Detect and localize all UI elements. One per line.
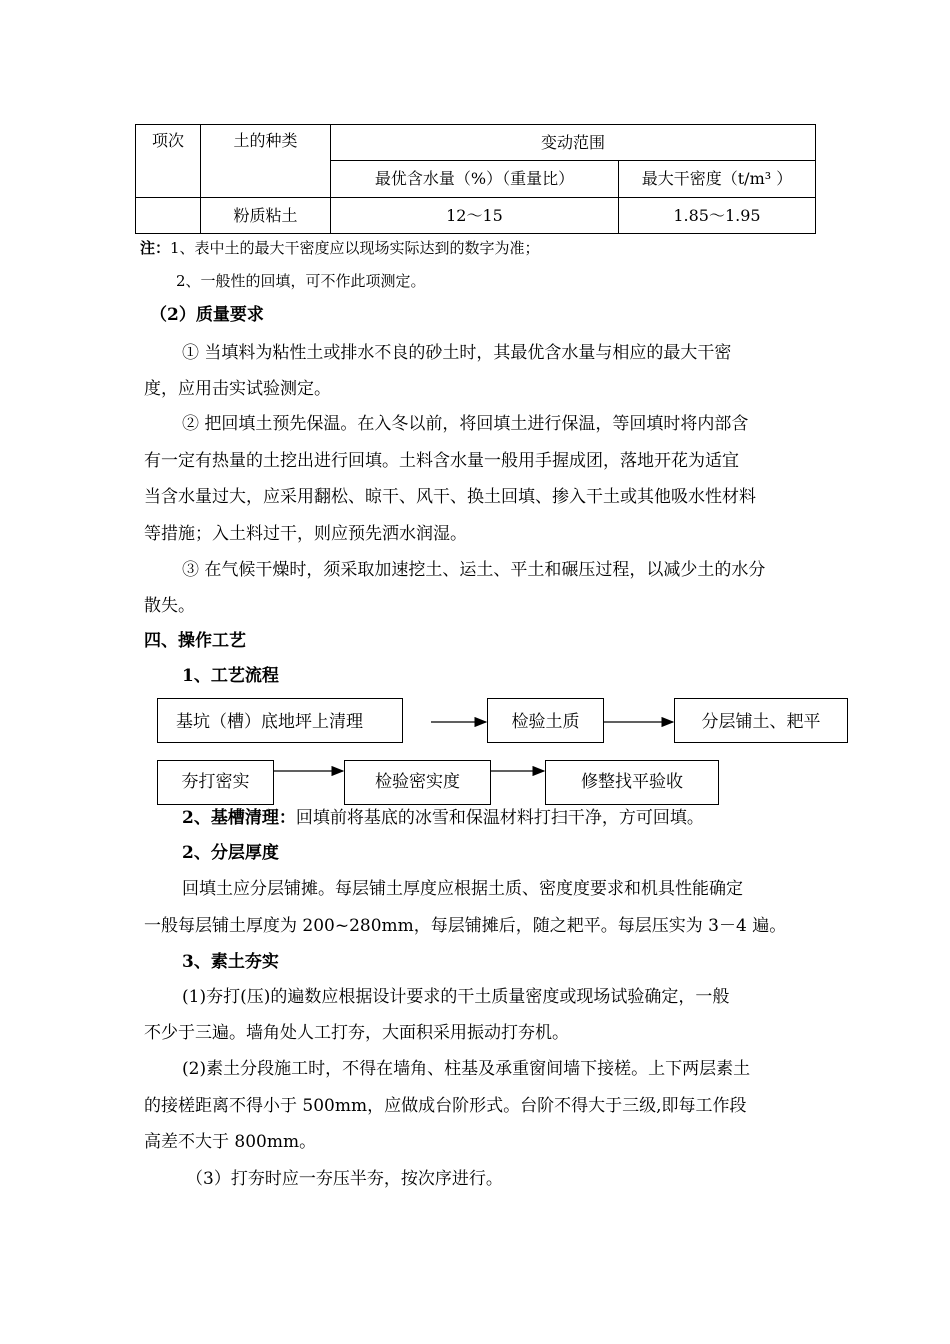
note-text-1: 1、表中土的最大干密度应以现场实际达到的数字为准； (170, 239, 540, 257)
process-flow-heading: 1、工艺流程 (182, 666, 279, 686)
section4-heading: 四、操作工艺 (144, 631, 246, 651)
layer-line1: 回填土应分层铺摊。每层铺土厚度应根据土质、密度度要求和机具性能确定 (182, 879, 743, 899)
flow-step-check-soil: 检验土质 (487, 698, 604, 743)
table-header-moisture: 最优含水量（%）（重量比） (331, 161, 619, 198)
flow-step-clean: 基坑（槽）底地坪上清理 (157, 698, 403, 743)
tamp-p1-line2: 不少于三遍。墙角处人工打夯，大面积采用振动打夯机。 (144, 1023, 569, 1043)
layer-heading: 2、分层厚度 (182, 843, 279, 863)
cleaning-label: 2、基槽清理： (182, 808, 296, 828)
note-label: 注： (140, 239, 171, 257)
quality-heading: （2）质量要求 (150, 305, 264, 325)
quality-p1-line1: ① 当填料为粘性土或排水不良的砂土时，其最优含水量与相应的最大干密 (182, 343, 732, 363)
quality-p3-line1: ③ 在气候干燥时，须采取加速挖土、运土、平土和碾压过程，以减少土的水分 (182, 560, 766, 580)
quality-p3-line2: 散失。 (144, 596, 195, 616)
table-header-soil-type: 土的种类 (201, 125, 331, 198)
quality-p2-line1: ② 把回填土预先保温。在入冬以前，将回填土进行保温，等回填时将内部含 (182, 414, 749, 434)
tamp-p2-line3: 高差不大于 800mm。 (144, 1132, 317, 1152)
flow-step-finish: 修整找平验收 (545, 760, 719, 805)
layer-line2: 一般每层铺土厚度为 200~280mm，每层铺摊后，随之耙平。每层压实为 3－4 遍。 (144, 916, 787, 936)
tamp-p2-line1: (2)素土分段施工时，不得在墙角、柱基及承重窗间墙下接槎。上下两层素土 (182, 1059, 751, 1079)
flow-step-check-density: 检验密实度 (344, 760, 491, 805)
tamp-p2-line2: 的接槎距离不得小于 500mm，应做成台阶形式。台阶不得大于三级,即每工作段 (144, 1096, 747, 1116)
flow-step-tamp: 夯打密实 (157, 760, 274, 805)
tamp-p3: （3）打夯时应一夯压半夯，按次序进行。 (186, 1169, 503, 1189)
table-cell-moisture: 12～15 (331, 198, 619, 234)
table-cell-soil: 粉质粘土 (201, 198, 331, 234)
cleaning-text: 回填前将基底的冰雪和保温材料打扫干净，方可回填。 (295, 808, 704, 828)
table-header-density: 最大干密度（t/m³ ） (619, 161, 816, 198)
cleaning-paragraph (182, 810, 704, 827)
tamp-p1-line1: (1)夯打(压)的遍数应根据设计要求的干土质量密度或现场试验确定，一般 (182, 987, 730, 1007)
note-line-2: 2、一般性的回填，可不作此项测定。 (176, 272, 426, 290)
tamp-heading: 3、素土夯实 (182, 952, 279, 972)
quality-p1-line2: 度，应用击实试验测定。 (144, 379, 331, 399)
quality-p2-line4: 等措施；入土料过干，则应预先洒水润湿。 (144, 524, 467, 544)
quality-p2-line2: 有一定有热量的土挖出进行回填。土料含水量一般用手握成团，落地开花为适宜 (144, 451, 739, 471)
flow-step-spread-level: 分层铺土、耙平 (674, 698, 848, 743)
quality-p2-line3: 当含水量过大，应采用翻松、晾干、风干、换土回填、掺入干土或其他吸水性材料 (144, 487, 756, 507)
table-header-range: 变动范围 (331, 125, 816, 161)
table-cell-density: 1.85～1.95 (619, 198, 816, 234)
table-header-item: 项次 (136, 125, 201, 198)
